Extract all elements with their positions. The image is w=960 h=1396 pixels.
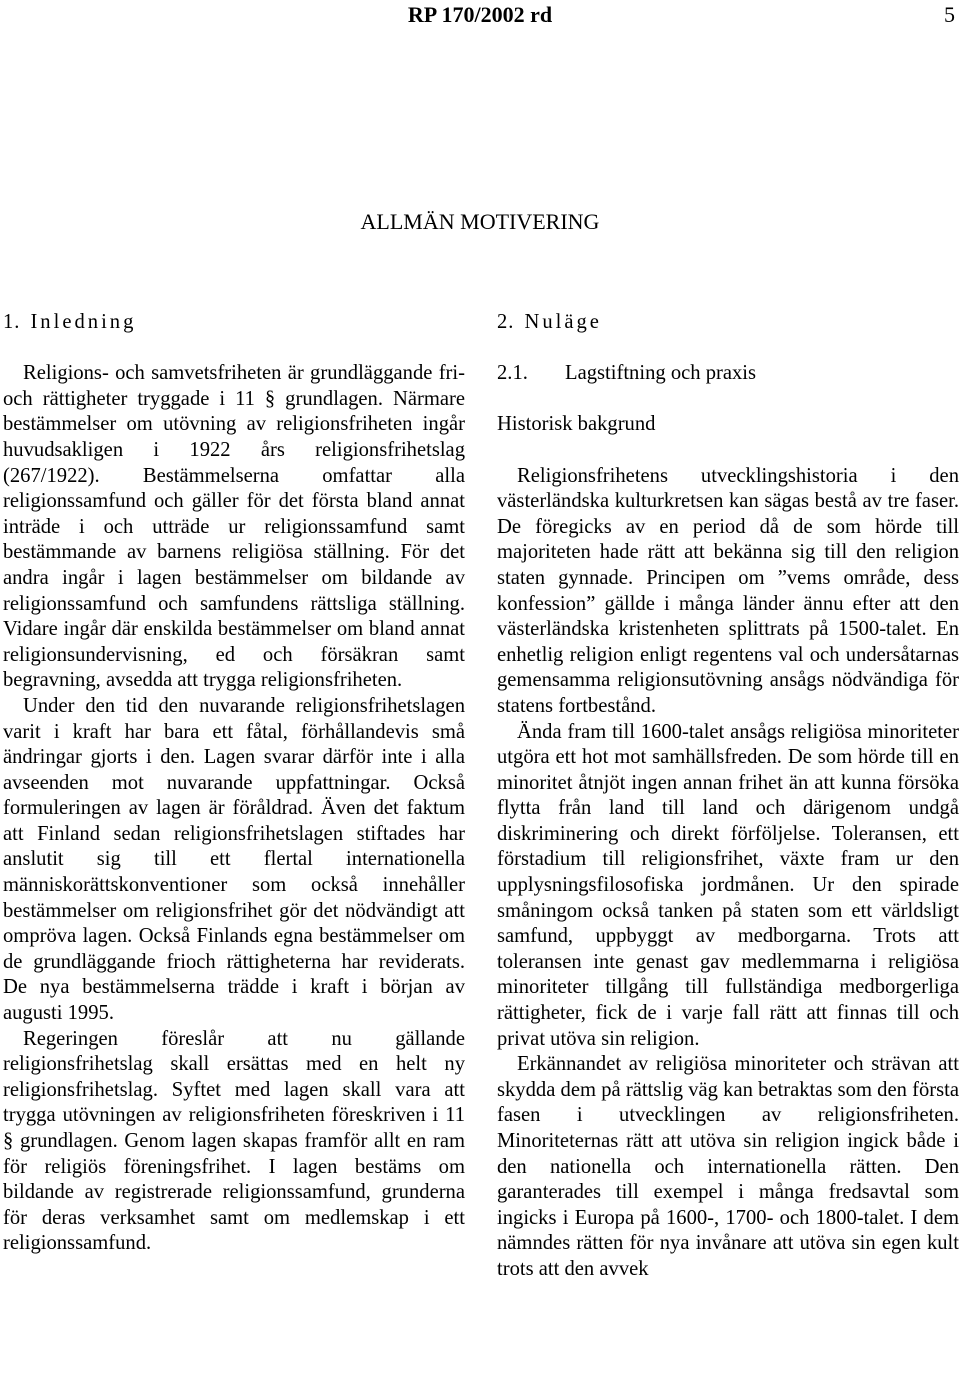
subsection-heading [497,361,959,387]
paragraph: Religions- och samvetsfriheten är grundläggande fri- och rättigheter tryggade i 11 § grundlagen. Närmare bestämmelser om utövning av religionsfriheten ingår huvudsakligen i 1922 års religionsfrihetslag (267/1922). Bestämmelserna omfattar alla religionssamfund och gäller för det första bland annat inträde i och utträde ur religionssamfund samt bestämmande av barnens religiösa ställning. För det andra ingår i lagen bestämmelser om bildande av religionssamfund och samfundens rättsliga ställning. Vidare ingår där enskilda bestämmelser om bland annat religionsundervisning, ed och försäkran samt begravning, avsedda att trygga religionsfriheten. [3,362,465,692]
subsection-number: 2.1. [497,362,528,385]
section-heading-introduction [3,310,465,336]
section-title: Inledning [30,311,137,333]
paragraph: Erkännandet av religiösa minoriteter och strävan att skydda dem på rättslig väg kan betraktas som den första fasen i utvecklingen av religionsfriheten. Minoriteternas rätt att utöva sin religion ingick både i den nationella och internationella rätten. Den garanterades till exempel i många fredsavtal som ingicks i Europa på 1600-, 1700- och 1800-talet. I dem nämndes rätten för nya invånare att utöva sin egen kult trots att den avvek [497,1053,959,1280]
section-number: 2. [497,311,515,333]
page-number: 5 [944,2,955,27]
paragraph: Regeringen föreslår att nu gällande religionsfrihetslag skall ersättas med en helt ny religionsfrihetslag. Syftet med lagen skall vara att trygga utövningen av religionsfriheten föreskriven i 11 § grundlagen. Genom lagen skapas framför allt en ram för religiös föreningsfrihet. I lagen bestäms om bildande av registrerade religionssamfund, grunderna för deras verksamhet samt om medlemskap i ett religionssamfund. [3,1027,465,1255]
paragraph: Under den tid den nuvarande religionsfrihetslagen varit i kraft har bara ett fåtal, förhållandevis små ändringar gjorts i den. Lagen svarar därför inte i alla avseenden mot nuvarande uppfattningar. Också formuleringen av lagen är föråldrad. Även det faktum att Finland sedan religionsfrihetslagen stiftades har anslutit sig till ett flertal internationella människorättskonventioner som också innehåller bestämmelser om religionsfrihet gör det nödvändigt att ompröva lagen. Också Finlands egna bestämmelser om de grundläggande frioch rättigheterna har reviderats. De nya bestämmelserna trädde i kraft i början av augusti 1995. [3,694,465,1025]
subsection-title: Lagstiftning och praxis [565,362,757,385]
right-column [497,310,959,1283]
paragraph: Ända fram till 1600-talet ansågs religiösa minoriteter utgöra ett hot mot samhällsfreden. De som hörde till en minoritet åtnjöt ingen annan frihet än att kunna försöka flytta från land till land och därigenom undgå diskriminering och direkt förföljelse. Toleransen, ett förstadium till religionsfrihet, växte fram ur den upplysningsfilosofiska jordmånen. Ur den spirade småningom också tanken på staten som ett världsligt samfund, uppbyggt av medborgarna. Trots att toleransen inte genast gav medlemmarna i religiösa minoriteter tillgång till fullständiga medborgerliga rättigheter, fick de i varje fall rätt att finnas till och privat utöva sin religion. [497,720,959,1050]
page-header [0,0,960,30]
main-title: ALLMÄN MOTIVERING [360,209,600,234]
section-number: 1. [3,311,21,333]
subsubsection-heading: Historisk bakgrund [497,413,656,436]
paragraph: Religionsfrihetens utvecklingshistoria i den västerländska kulturkretsen kan sägas bestå av tre faser. De föregicks av en period då de som hörde till majoriteten hade rätt att bekänna sig till den religion staten gynnade. Principen om ”vems område, dess konfession” gällde i många länder ännu efter att den västerländska kristenheten splittrats på 1500-talet. En enhetlig religion enligt regentens val och undersåtarnas gemensamma religionsutövning ansågs nödvändiga för statens fortbestånd. [497,464,959,717]
left-column [3,310,465,1257]
document-id: RP 170/2002 rd [407,2,553,27]
section-heading-current-state [497,310,959,336]
section-title: Nuläge [524,311,602,333]
